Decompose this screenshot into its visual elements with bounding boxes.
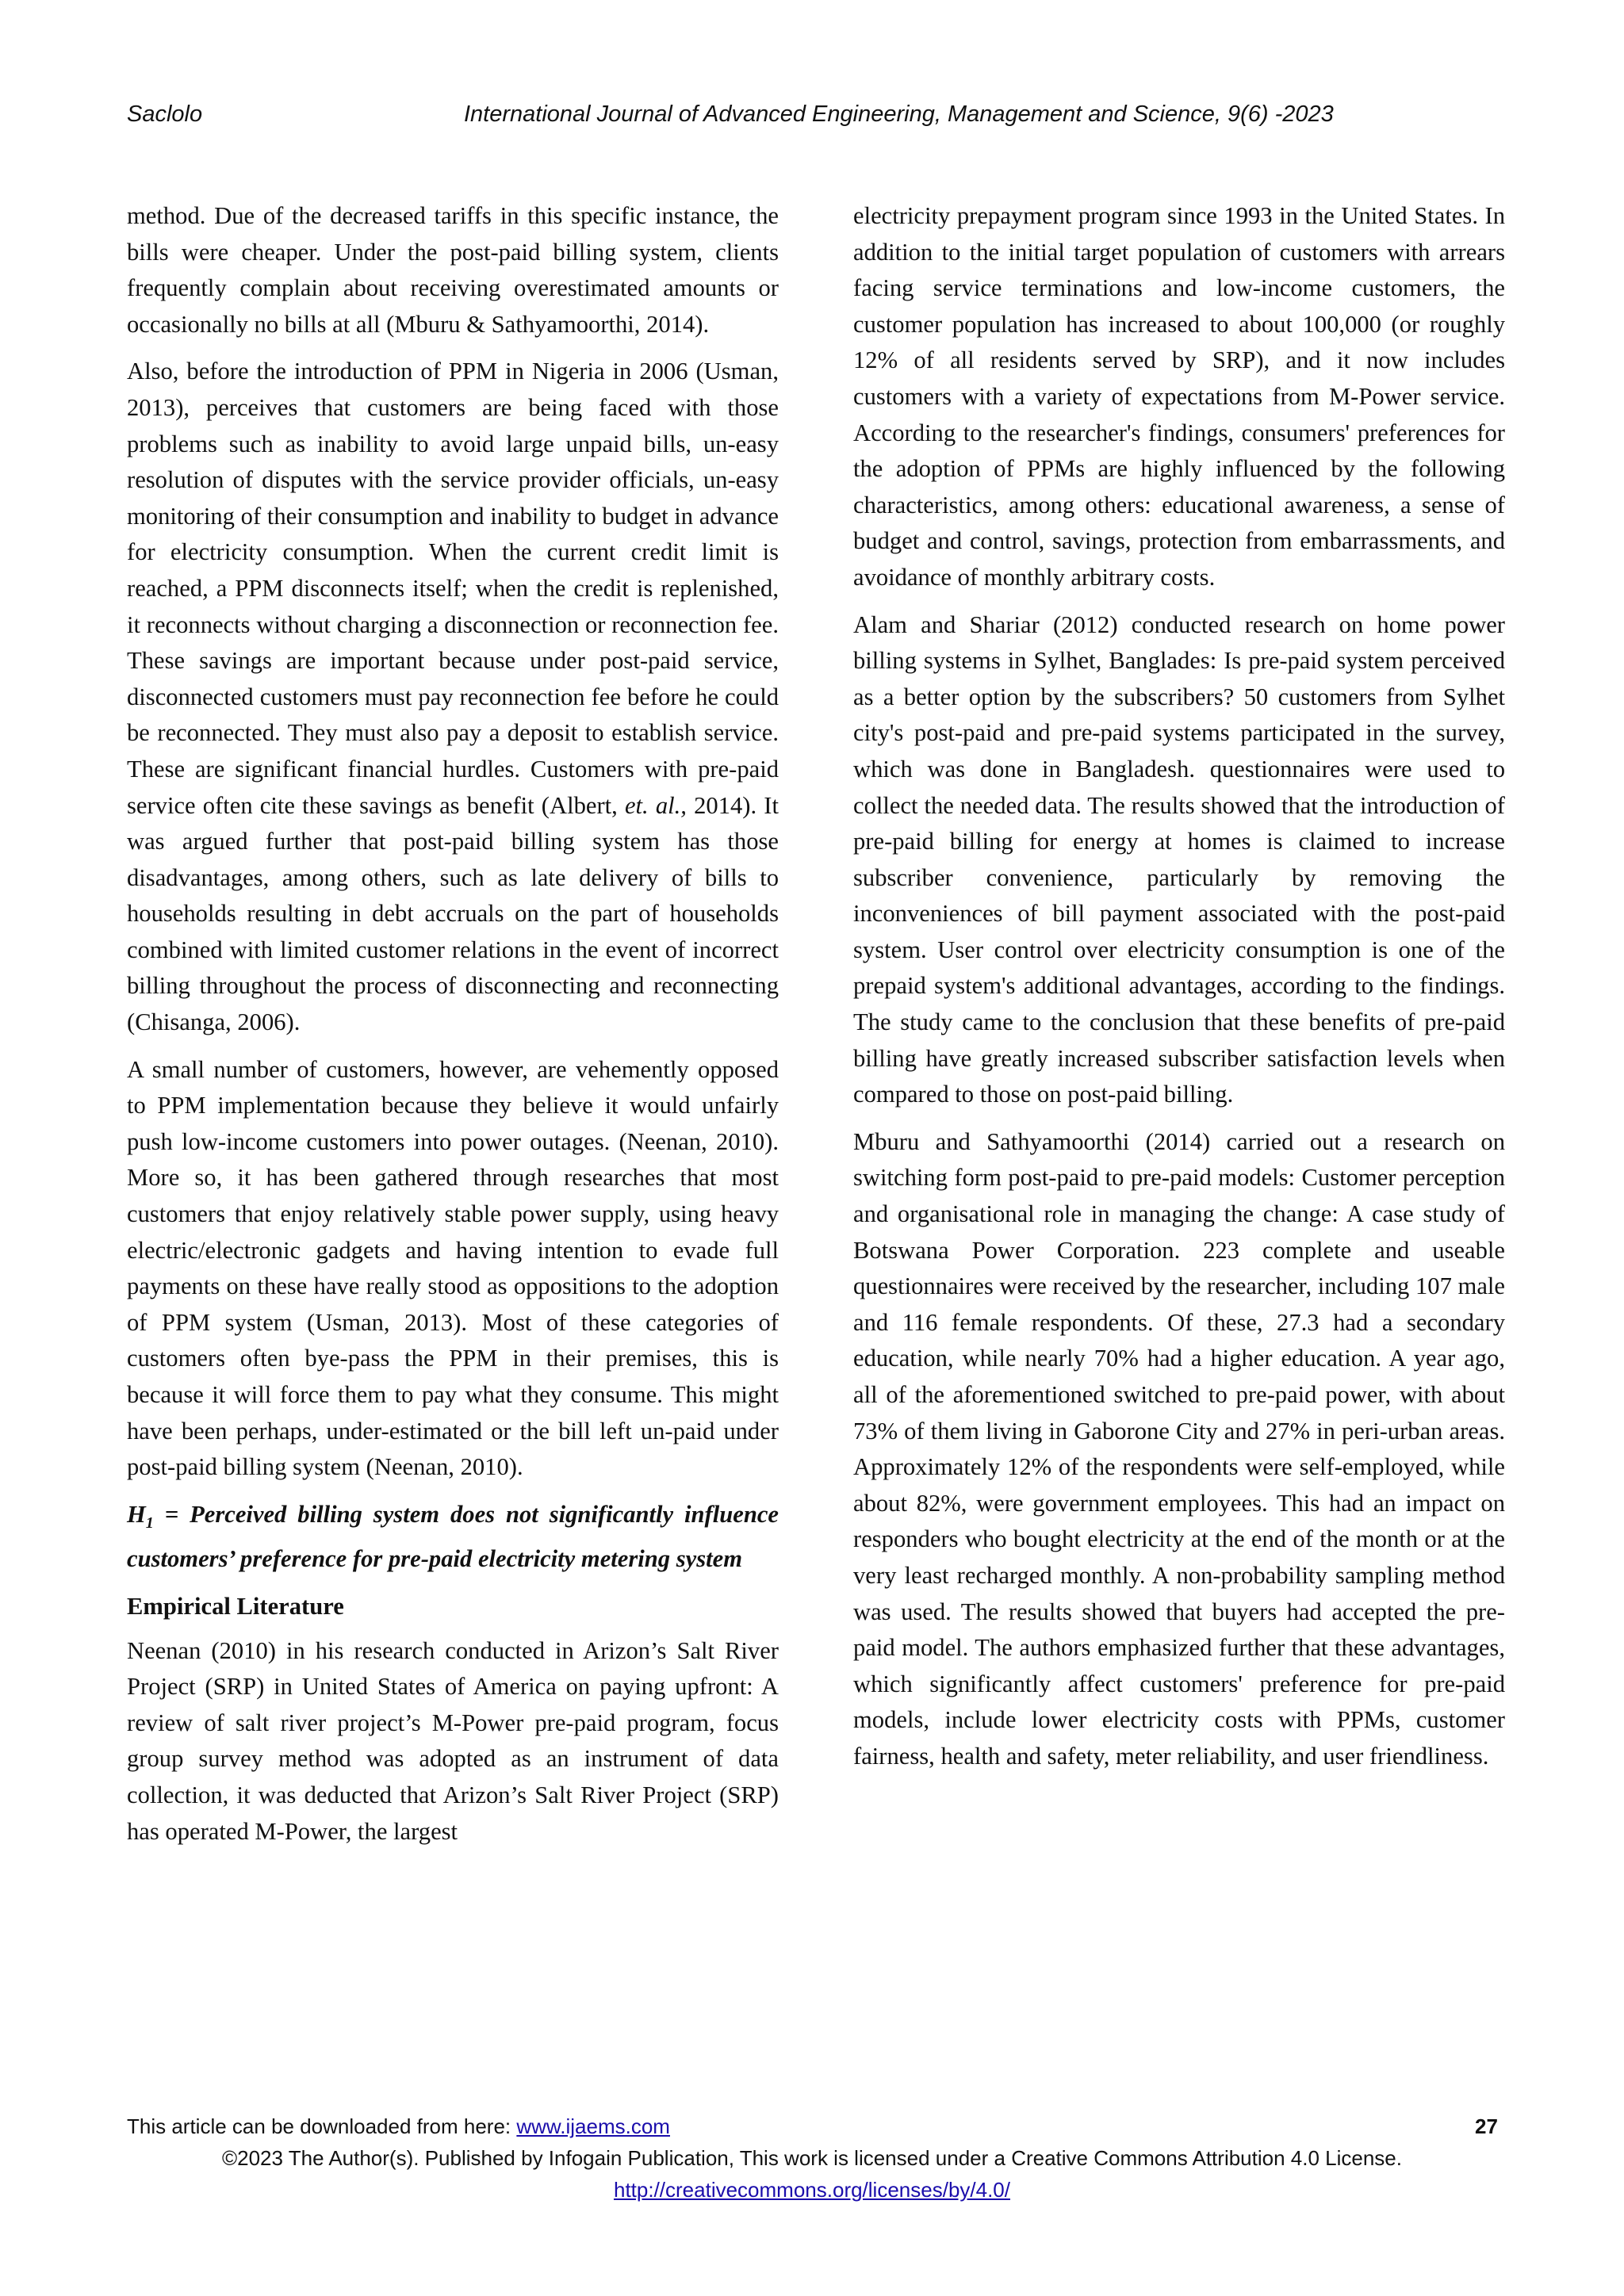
hypothesis-subscript: 1 xyxy=(145,1513,154,1532)
hypothesis-h1 xyxy=(127,1497,779,1578)
left-paragraph-2-part-b: 2014). It was argued further that post-paid billing system has those disadvantages, among others, such as late delivery of bills to households resulting in debt accruals on the part of households combined with limited customer relations in the event of incorrect billing throughout the process of disconnecting and reconnecting (Chisanga, 2006). xyxy=(127,791,779,1036)
hypothesis-text: = Perceived billing system does not significantly influence customers’ preference for pre-paid electricity metering system xyxy=(127,1500,779,1573)
left-column xyxy=(127,198,779,1861)
section-heading-empirical-literature: Empirical Literature xyxy=(127,1593,344,1621)
right-paragraph-3: Mburu and Sathyamoorthi (2014) carried out a research on switching form post-paid to pre-paid models: Customer perception and organisational role in managing the change: A case study of Botswana Power Corporation. 223 complete and useable questionnaires were received by the researcher, including 107 male and 116 female respondents. Of these, 27.3 had a secondary education, while nearly 70% had a higher education. A year ago, all of the aforementioned switched to pre-paid power, with about 73% of them living in Gaborone City and 27% in peri-urban areas. Approximately 12% of the respondents were self-employed, while about 82%, were government employees. This had an impact on responders who bought electricity at the end of the month or at the very least recharged monthly. A non-probability sampling method was used. The results showed that buyers had accepted the pre-paid model. The authors emphasized further that these advantages, which significantly affect customers' preference for pre-paid models, include lower electricity costs with PPMs, customer fairness, health and safety, meter reliability, and user friendliness. xyxy=(853,1127,1505,1770)
left-paragraph-2 xyxy=(127,354,779,1040)
header-author: Saclolo xyxy=(127,101,203,127)
right-paragraph-2: Alam and Shariar (2012) conducted research on home power billing systems in Sylhet, Banglades: Is pre-paid system perceived as a better option by the subscribers? 50 customers from Sylhet city's post-paid and pre-paid systems participated in the survey, which was done in Bangladesh. questionnaires were used to collect the needed data. The results showed that the introduction of pre-paid billing for energy at homes is claimed to increase subscriber convenience, particularly by removing the inconveniences of bill payment associated with the post-paid system. User control over electricity consumption is one of the prepaid system's additional advantages, according to the findings. The study came to the conclusion that these benefits of pre-paid billing have greatly increased subscriber satisfaction levels when compared to those on post-paid billing. xyxy=(853,610,1505,1108)
left-paragraph-2-part-a: Also, before the introduction of PPM in Nigeria in 2006 (Usman, 2013), perceives that customers are being faced with those problems such as inability to avoid large unpaid bills, un-easy resolution of disputes with the service provider officials, un-easy monitoring of their consumption and inability to budget in advance for electricity consumption. When the current credit limit is reached, a PPM disconnects itself; when the credit is replenished, it reconnects without charging a disconnection or reconnection fee. These savings are important because under post-paid service, disconnected customers must pay reconnection fee before he could be reconnected. They must also pay a deposit to establish service. These are significant financial hurdles. Customers with pre-paid service often cite these savings as benefit (Albert, xyxy=(127,358,779,819)
page-number: 27 xyxy=(1475,2114,1498,2138)
license-statement: ©2023 The Author(s). Published by Infogain Publication, This work is licensed under a Creative Commons Attribution 4.0 License. xyxy=(221,2146,1402,2170)
download-text: This article can be downloaded from here: xyxy=(127,2114,517,2138)
header-journal-title: International Journal of Advanced Engineering, Management and Science, 9(6) -2023 xyxy=(464,101,1334,127)
running-header xyxy=(0,94,1624,141)
hypothesis-label: H xyxy=(127,1500,146,1528)
journal-website-link[interactable]: www.ijaems.com xyxy=(516,2114,670,2138)
left-paragraph-4: Neenan (2010) in his research conducted in Arizon’s Salt River Project (SRP) in United States of America on paying upfront: A review of salt river project’s M-Power pre-paid program, focus group survey method was adopted as an instrument of data collection, it was deducted that Arizon’s Salt River Project (SRP) has operated M-Power, the largest xyxy=(127,1636,779,1845)
right-column xyxy=(853,198,1505,1786)
left-paragraph-3: A small number of customers, however, are vehemently opposed to PPM implementation because they believe it would unfairly push low-income customers into power outages. (Neenan, 2010). More so, it has been gathered through researches that most customers that enjoy relatively stable power supply, using heavy electric/electronic gadgets and having intention to evade full payments on these have really stood as oppositions to the adoption of PPM system (Usman, 2013). Most of these categories of customers often bye-pass the PPM in their premises, this is because it will force them to pay what they consume. This might have been perhaps, under-estimated or the bill left un-paid under post-paid billing system (Neenan, 2010). xyxy=(127,1055,779,1481)
license-url-line xyxy=(0,2174,1624,2206)
left-paragraph-1: method. Due of the decreased tariffs in this specific instance, the bills were cheaper. Under the post-paid billing system, clients frequently complain about receiving overestimated amounts or occasionally no bills at all (Mburu & Sathyamoorthi, 2014). xyxy=(127,202,779,338)
license-url-link[interactable]: http://creativecommons.org/licenses/by/4.0/ xyxy=(613,2178,1010,2202)
et-al-citation: et. al., xyxy=(624,791,687,819)
right-paragraph-1: electricity prepayment program since 1993 in the United States. In addition to the initial target population of customers with arrears facing service terminations and low-income customers, the customer population has increased to about 100,000 (or roughly 12% of all residents served by SRP), and it now includes customers with a variety of expectations from M-Power service. According to the researcher's findings, consumers' preferences for the adoption of PPMs are highly influenced by the following characteristics, among others: educational awareness, a sense of budget and control, savings, protection from embarrassments, and avoidance of monthly arbitrary costs. xyxy=(853,202,1505,591)
download-note xyxy=(127,2110,670,2142)
